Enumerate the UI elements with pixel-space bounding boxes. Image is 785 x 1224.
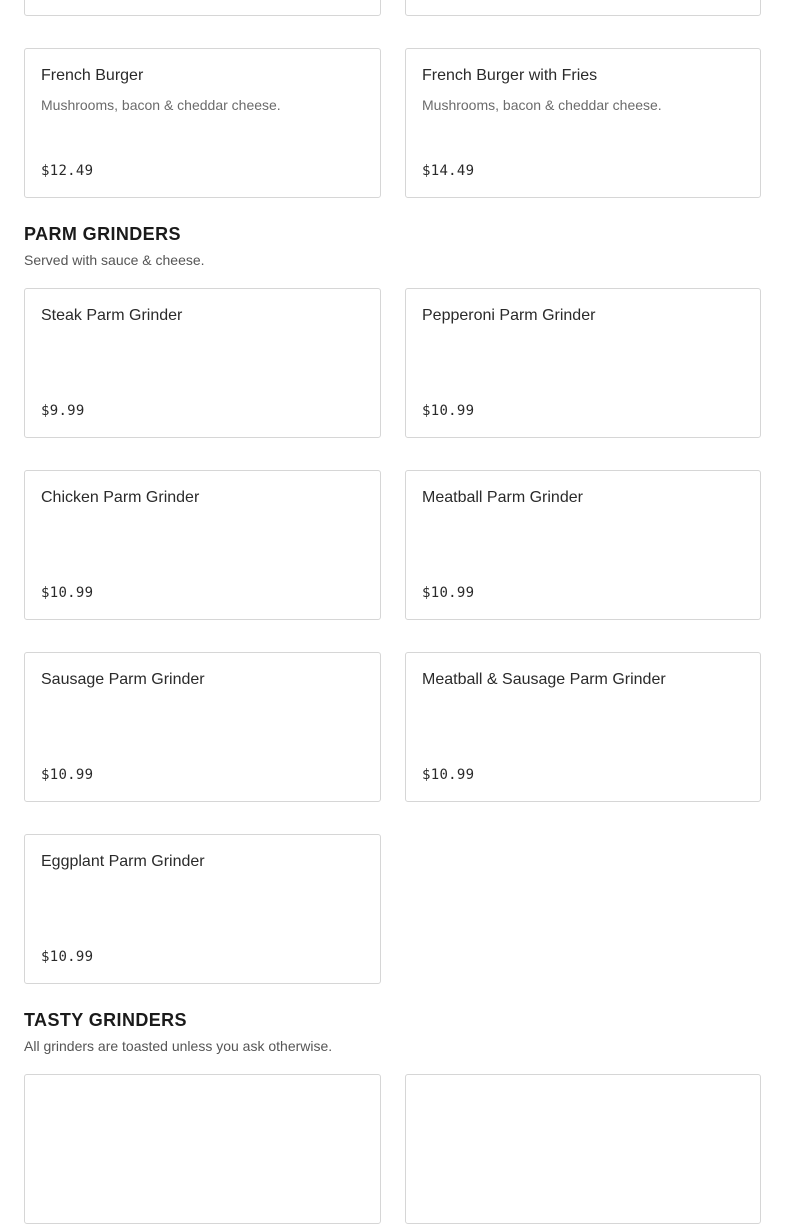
menu-item-price: $10.99 [422,585,475,601]
menu-item-card-sausage-parm-grinder[interactable] [24,652,381,802]
menu-item-price: $14.49 [422,163,475,179]
menu-item-name: Meatball Parm Grinder [422,489,583,506]
section-title-tasty-grinders: TASTY GRINDERS [24,1010,187,1030]
menu-item-price: $10.99 [422,767,475,783]
menu-item-price: $12.49 [41,163,94,179]
menu-item-card[interactable] [405,1074,761,1224]
menu-item-name: Steak Parm Grinder [41,307,183,324]
menu-item-card-pepperoni-parm-grinder[interactable] [405,288,761,438]
menu-item-card-eggplant-parm-grinder[interactable] [24,834,381,984]
menu-item-card[interactable] [24,1074,381,1224]
menu-item-name: French Burger [41,67,144,84]
menu-item-description: Mushrooms, bacon & cheddar cheese. [422,97,662,113]
menu-item-card-chicken-parm-grinder[interactable] [24,470,381,620]
menu-item-card[interactable] [405,0,761,16]
menu-item-price: $10.99 [41,949,94,965]
menu-item-price: $10.99 [41,767,94,783]
menu-item-price: $9.99 [41,403,85,419]
section-description-parm-grinders: Served with sauce & cheese. [24,252,205,268]
menu-item-name: Meatball & Sausage Parm Grinder [422,671,666,688]
menu-item-card[interactable] [24,0,381,16]
menu-item-name: French Burger with Fries [422,67,598,84]
menu-item-price: $10.99 [422,403,475,419]
section-description-tasty-grinders: All grinders are toasted unless you ask otherwise. [24,1038,333,1054]
menu-item-name: Chicken Parm Grinder [41,489,200,506]
menu-item-card-french-burger-with-fries[interactable] [405,48,761,198]
section-title-parm-grinders: PARM GRINDERS [24,224,181,244]
menu-item-description: Mushrooms, bacon & cheddar cheese. [41,97,281,113]
menu-item-card-steak-parm-grinder[interactable] [24,288,381,438]
menu-item-price: $10.99 [41,585,94,601]
menu-item-card-meatball-sausage-parm-grinder[interactable] [405,652,761,802]
menu-item-name: Sausage Parm Grinder [41,671,205,688]
menu-item-card-meatball-parm-grinder[interactable] [405,470,761,620]
menu-item-name: Eggplant Parm Grinder [41,853,205,870]
menu-item-name: Pepperoni Parm Grinder [422,307,596,324]
menu-item-card-french-burger[interactable] [24,48,381,198]
